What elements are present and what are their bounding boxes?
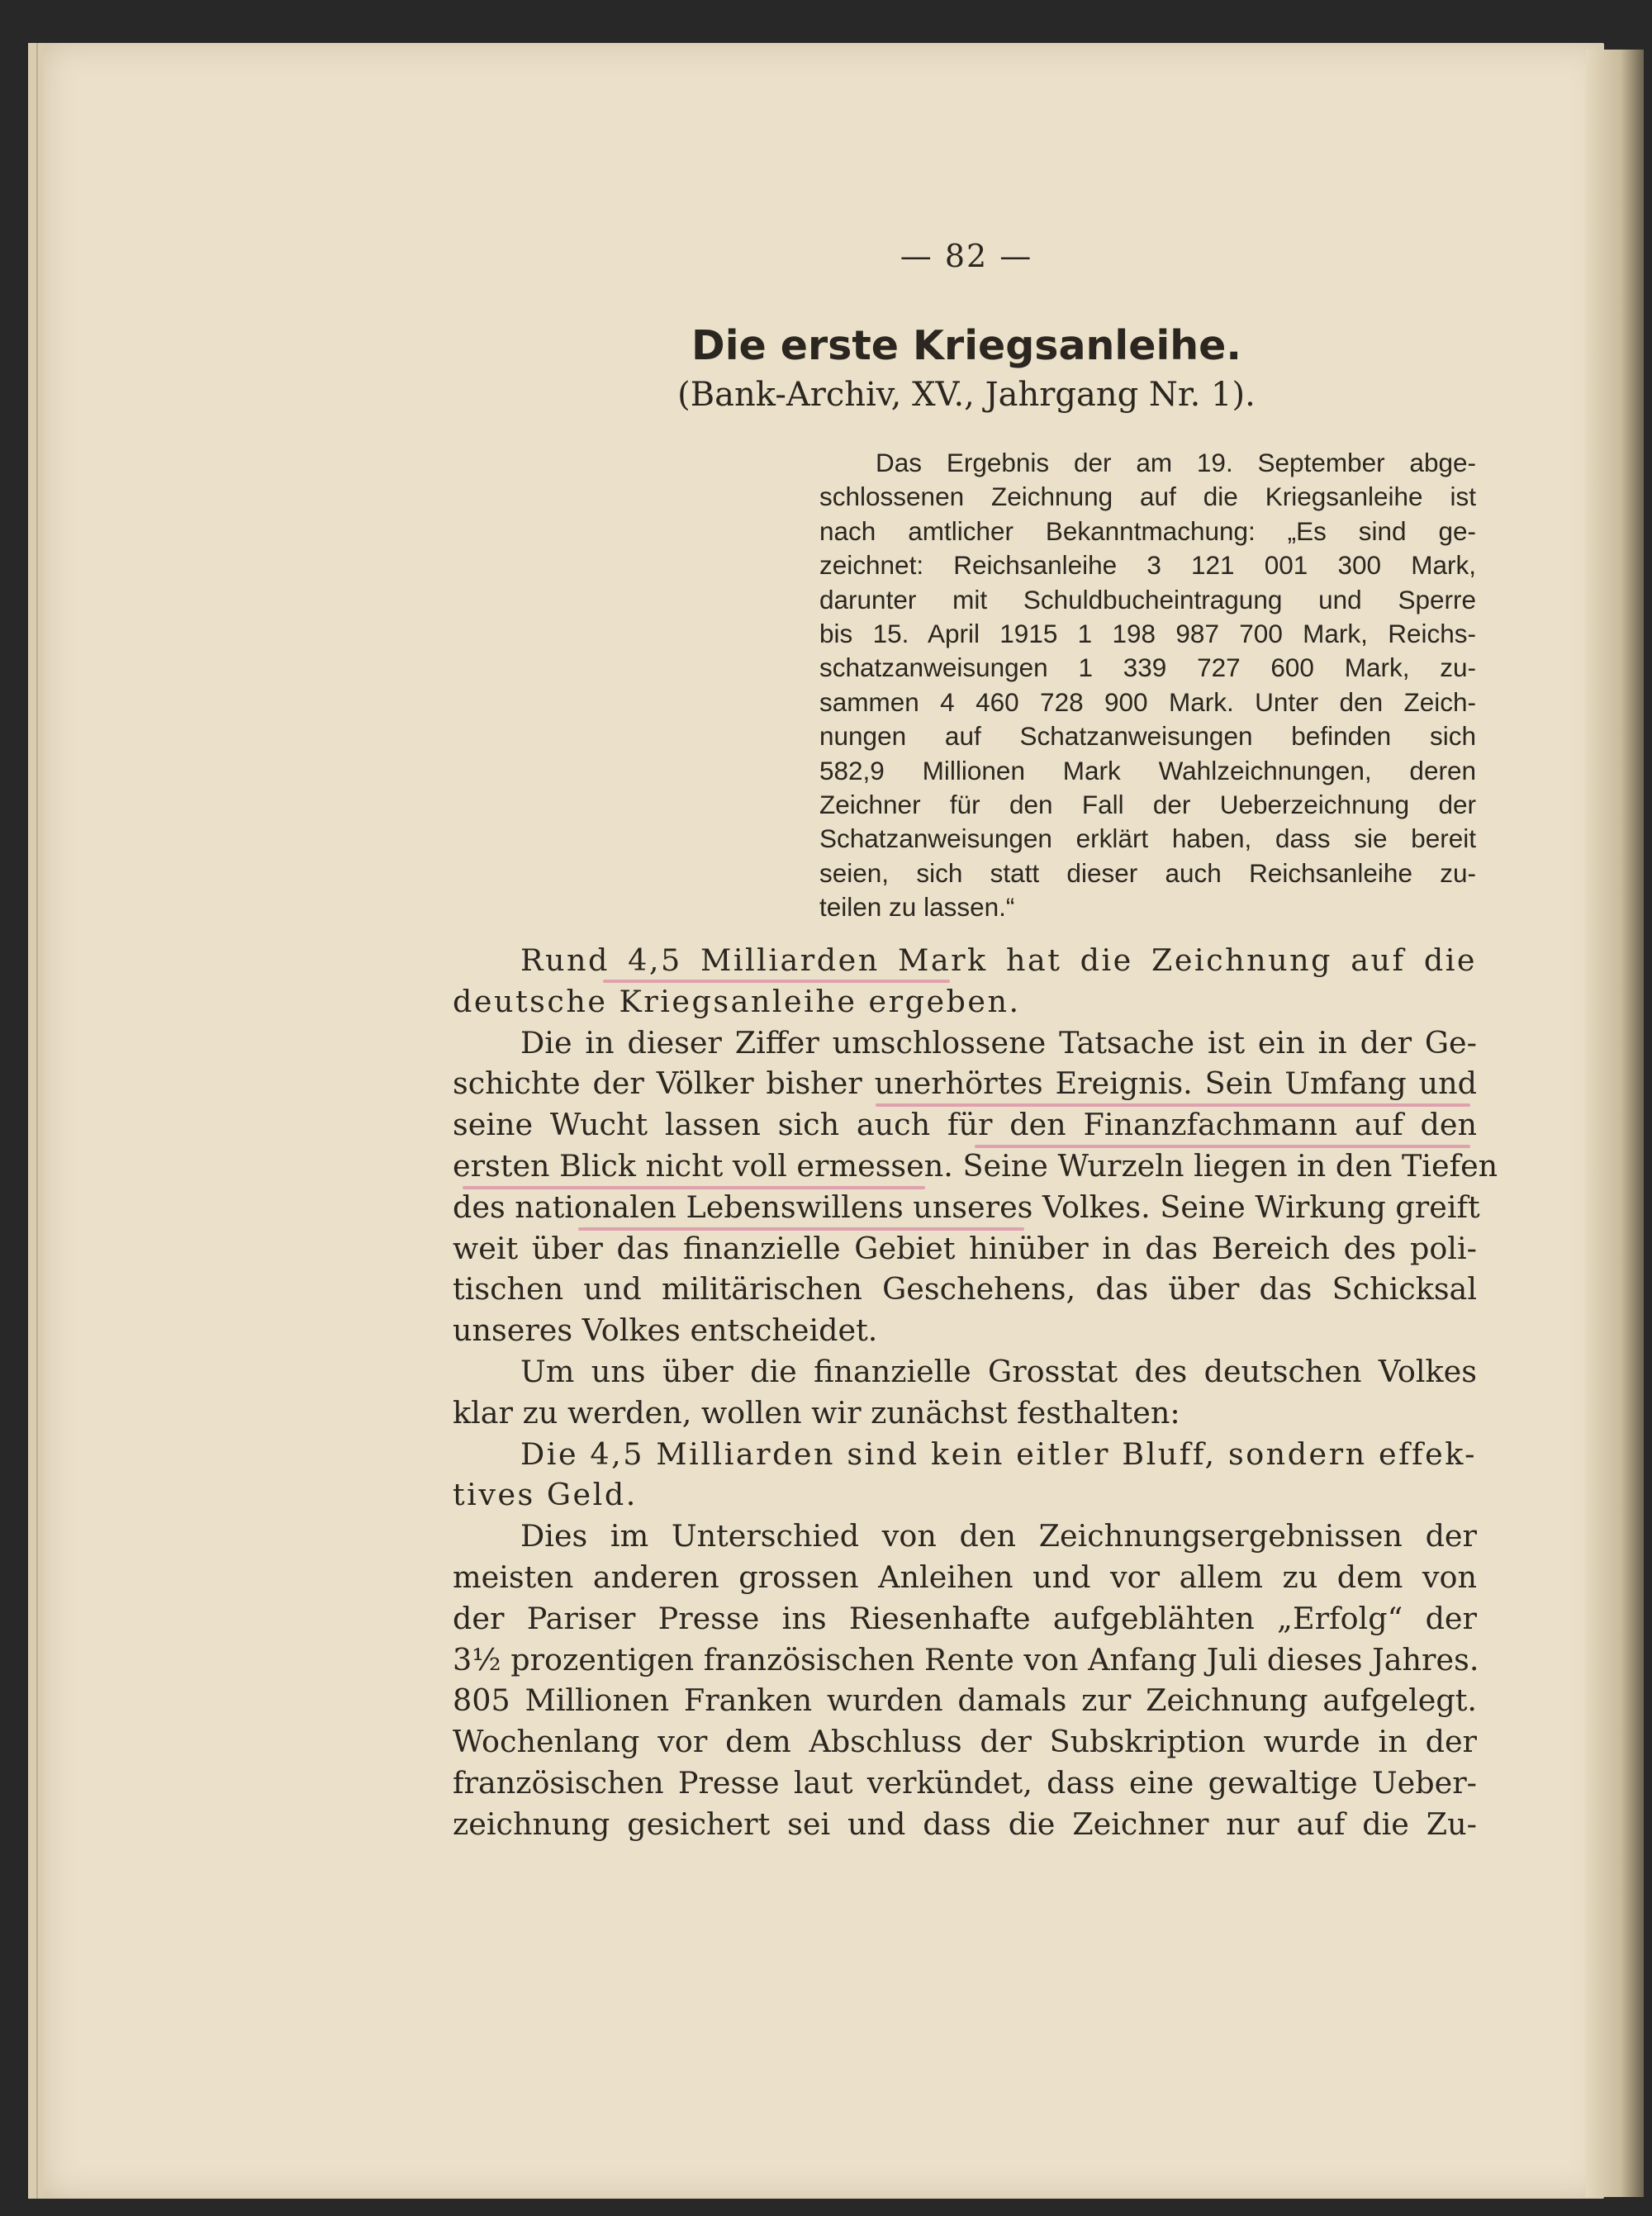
pencil-underline [578, 1227, 1024, 1231]
page-edge [28, 43, 38, 2199]
body-line: 805 Millionen Franken wurden damals zur Zeichnung aufgelegt. [453, 1682, 1477, 1719]
quote-line: sammen 4 460 728 900 Mark. Unter den Zeich- [819, 686, 1476, 717]
chapter-source: (Bank-Archiv, XV., Jahrgang Nr. 1). [677, 376, 1256, 414]
body-line: Um uns über die finanzielle Grosstat des deutschen Volkes [520, 1353, 1477, 1389]
pencil-underline [463, 1186, 925, 1189]
quote-line: teilen zu lassen.“ [819, 892, 1015, 923]
quote-line: bis 15. April 1915 1 198 987 700 Mark, Reichs- [819, 619, 1476, 649]
body-line: Dies im Unterschied von den Zeichnungsergebnissen der [520, 1518, 1477, 1554]
body-line: Die 4,5 Milliarden sind kein eitler Bluff, sondern effek- [520, 1435, 1477, 1472]
quote-line: Schatzanweisungen erklärt haben, dass sie bereit [819, 823, 1476, 854]
pencil-underline [876, 1103, 1470, 1107]
body-line: 3½ prozentigen französischen Rente von Anfang Juli dieses Jahres. [453, 1641, 1479, 1677]
quote-line: seien, sich statt dieser auch Reichsanleihe zu- [819, 857, 1476, 888]
quote-line: schlossenen Zeichnung auf die Kriegsanleihe ist [819, 482, 1476, 512]
body-line: ersten Blick nicht voll ermessen. Seine Wurzeln liegen in den Tiefen [453, 1147, 1498, 1184]
body-line: weit über das finanzielle Gebiet hinüber in das Bereich des poli- [453, 1230, 1477, 1266]
quote-line: nach amtlicher Bekanntmachung: „Es sind ge- [819, 515, 1476, 546]
body-line: klar zu werden, wollen wir zunächst festhalten: [453, 1394, 1180, 1431]
quote-line: nungen auf Schatzanweisungen befinden sich [819, 721, 1476, 752]
quote-line: Das Ergebnis der am 19. September abge- [876, 448, 1476, 477]
body-line: des nationalen Lebenswillens unseres Volkes. Seine Wirkung greift [453, 1189, 1480, 1225]
body-line: zeichnung gesichert sei und dass die Zeichner nur auf die Zu- [453, 1806, 1477, 1842]
body-text [453, 940, 1498, 1845]
body-line: der Pariser Presse ins Riesenhafte aufgeblähten „Erfolg“ der [453, 1600, 1477, 1636]
body-line: meisten anderen grossen Anleihen und vor allem zu dem von [453, 1559, 1477, 1595]
pencil-underline [603, 980, 950, 983]
body-line: Wochenlang vor dem Abschluss der Subskription wurde in der [453, 1724, 1477, 1760]
body-line: schichte der Völker bisher unerhörtes Ereignis. Sein Umfang und [453, 1065, 1477, 1102]
pencil-underline [975, 1145, 1470, 1148]
page-number: — 82 — [900, 238, 1033, 274]
body-line: Rund 4,5 Milliarden Mark hat die Zeichnung auf die [520, 942, 1477, 978]
body-line: deutsche Kriegsanleihe ergeben. [453, 983, 1021, 1019]
quote-line: zeichnet: Reichsanleihe 3 121 001 300 Mark, [819, 550, 1476, 581]
body-line: unseres Volkes entscheidet. [453, 1312, 878, 1349]
quote-line: schatzanweisungen 1 339 727 600 Mark, zu- [819, 652, 1476, 683]
quoted-announcement [819, 446, 1476, 925]
body-line: seine Wucht lassen sich auch für den Finanzfachmann auf den [453, 1107, 1477, 1143]
quote-line: 582,9 Millionen Mark Wahlzeichnungen, deren [819, 755, 1476, 785]
body-line: Die in dieser Ziffer umschlossene Tatsache ist ein in der Ge- [520, 1024, 1477, 1061]
book-gutter [1586, 50, 1644, 2197]
quote-line: darunter mit Schuldbucheintragung und Sperre [819, 584, 1476, 615]
body-line: französischen Presse laut verkündet, dass eine gewaltige Ueber- [453, 1764, 1477, 1801]
body-line: tischen und militärischen Geschehens, das über das Schicksal [453, 1271, 1477, 1307]
body-line: tives Geld. [453, 1477, 638, 1513]
chapter-title: Die erste Kriegsanleihe. [691, 322, 1241, 369]
quote-line: Zeichner für den Fall der Ueberzeichnung der [819, 790, 1476, 820]
